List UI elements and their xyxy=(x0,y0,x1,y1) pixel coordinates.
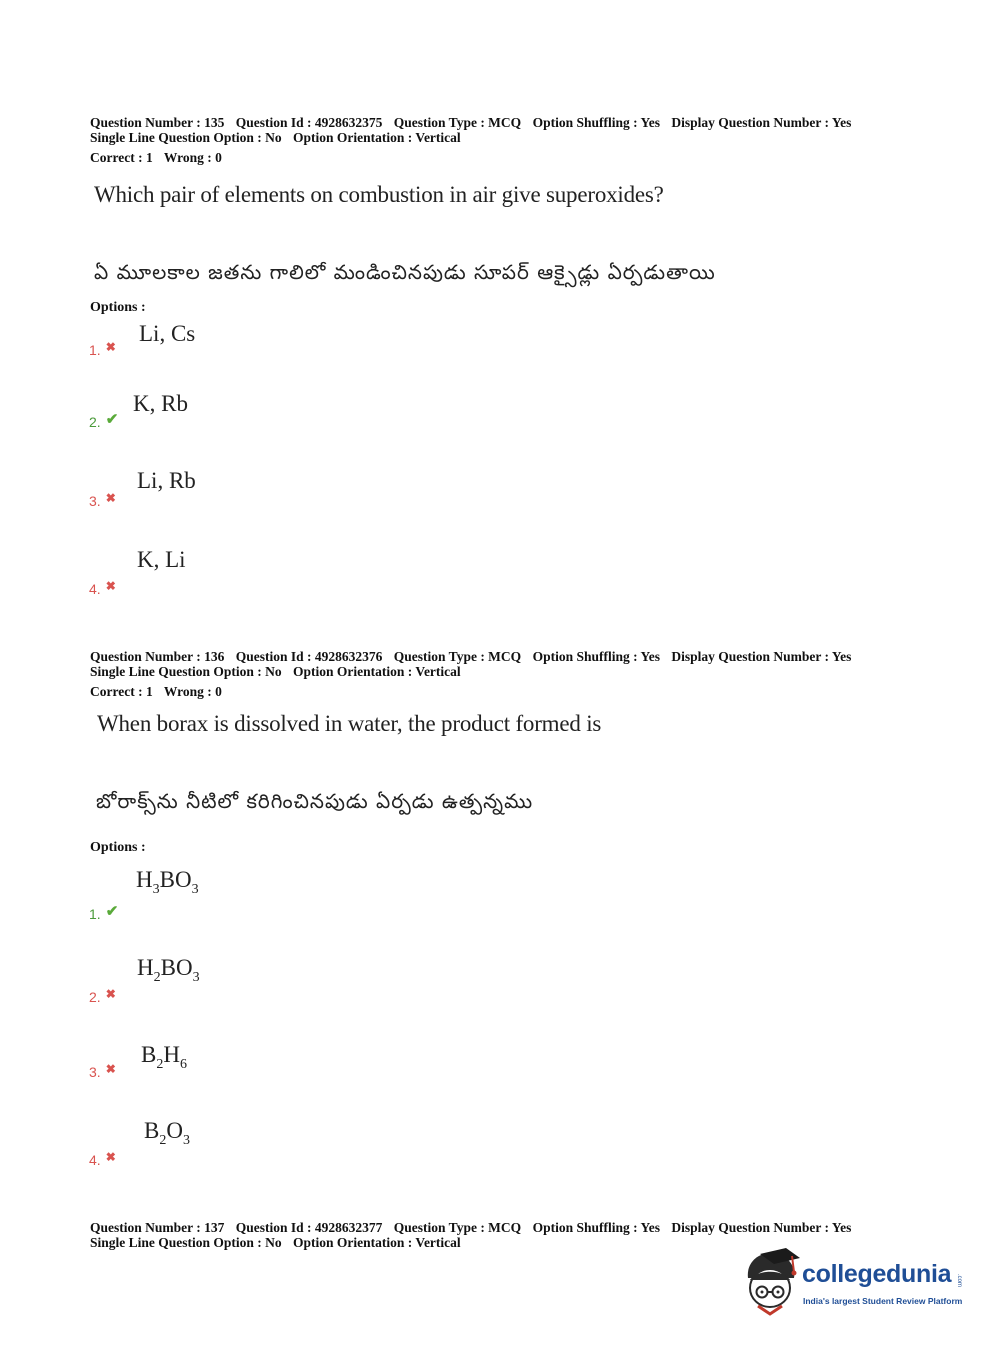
option-number: 2. xyxy=(89,414,101,430)
option-formula: $B_2H_6$ xyxy=(141,1042,187,1072)
meta-question-id: Question Id : 4928632376 xyxy=(235,649,383,664)
question-text-en: Which pair of elements on combustion in air give superoxides? xyxy=(94,182,664,207)
option-2 xyxy=(89,413,118,431)
meta-question-id: Question Id : 4928632375 xyxy=(235,115,383,130)
meta-display-number: Display Question Number : Yes xyxy=(671,1220,852,1235)
meta-display-number: Display Question Number : Yes xyxy=(671,115,852,130)
meta-option-shuffling: Option Shuffling : Yes xyxy=(532,115,660,130)
collegedunia-logo xyxy=(742,1248,972,1318)
cross-icon: ✖ xyxy=(105,579,116,593)
cross-icon: ✖ xyxy=(105,1150,116,1164)
option-text: Li, Cs xyxy=(139,321,196,346)
question-text-te: ఏ మూలకాల జతను గాలిలో మండించినపుడు సూపర్ ఆక్సైడ్లు ఏర్పడుతాయి xyxy=(94,260,716,284)
check-icon: ✔ xyxy=(105,411,119,428)
option-text: K, Rb xyxy=(133,391,188,416)
question-text-en: When borax is dissolved in water, the product formed is xyxy=(97,711,602,736)
option-1 xyxy=(89,905,118,923)
marks-correct: Correct : 1 xyxy=(90,150,153,165)
question-text-te: బోరాక్స్‌ను నీటిలో కరిగించినపుడు ఏర్పడు ఉత్పన్నము xyxy=(96,789,534,813)
option-number: 4. xyxy=(89,581,101,597)
option-number: 3. xyxy=(89,1064,101,1080)
cross-icon: ✖ xyxy=(105,1062,116,1076)
meta-question-number: Question Number : 136 xyxy=(90,649,225,664)
option-number: 4. xyxy=(89,1152,101,1168)
option-3 xyxy=(89,493,116,509)
meta-question-number: Question Number : 137 xyxy=(90,1220,225,1235)
check-icon: ✔ xyxy=(105,903,119,920)
option-3 xyxy=(89,1064,116,1080)
option-formula: $H_2BO_3$ xyxy=(137,955,200,985)
question-137-meta xyxy=(90,1220,970,1250)
meta-single-line: Single Line Question Option : No xyxy=(90,130,282,145)
meta-question-id: Question Id : 4928632377 xyxy=(235,1220,383,1235)
brand-name: collegedunia xyxy=(802,1260,952,1288)
question-135-meta xyxy=(90,115,970,165)
option-number: 2. xyxy=(89,989,101,1005)
meta-question-type: Question Type : MCQ xyxy=(393,649,522,664)
marks-wrong: Wrong : 0 xyxy=(163,684,222,699)
marks-correct: Correct : 1 xyxy=(90,684,153,699)
mascot-icon xyxy=(742,1248,802,1318)
options-label: Options : xyxy=(90,300,146,315)
option-4 xyxy=(89,581,116,597)
brand-tagline: India's largest Student Review Platform xyxy=(803,1296,963,1306)
cross-icon: ✖ xyxy=(105,340,116,354)
meta-question-type: Question Type : MCQ xyxy=(393,1220,522,1235)
meta-option-shuffling: Option Shuffling : Yes xyxy=(532,1220,660,1235)
options-label: Options : xyxy=(90,840,146,855)
brand-dotcom: .com xyxy=(956,1274,962,1288)
meta-orientation: Option Orientation : Vertical xyxy=(293,130,461,145)
meta-option-shuffling: Option Shuffling : Yes xyxy=(532,649,660,664)
option-formula: $B_2O_3$ xyxy=(144,1118,190,1148)
cross-icon: ✖ xyxy=(105,491,116,505)
option-formula: $H_3BO_3$ xyxy=(136,867,199,897)
question-136-meta xyxy=(90,649,970,699)
option-1 xyxy=(89,342,116,358)
meta-orientation: Option Orientation : Vertical xyxy=(293,1235,461,1250)
marks-wrong: Wrong : 0 xyxy=(163,150,222,165)
meta-single-line: Single Line Question Option : No xyxy=(90,1235,282,1250)
option-2 xyxy=(89,989,116,1005)
option-number: 1. xyxy=(89,906,101,922)
meta-display-number: Display Question Number : Yes xyxy=(671,649,852,664)
meta-single-line: Single Line Question Option : No xyxy=(90,664,282,679)
option-text: Li, Rb xyxy=(137,468,196,493)
meta-orientation: Option Orientation : Vertical xyxy=(293,664,461,679)
option-number: 3. xyxy=(89,493,101,509)
cross-icon: ✖ xyxy=(105,987,116,1001)
option-4 xyxy=(89,1152,116,1168)
option-text: K, Li xyxy=(137,547,186,572)
meta-question-number: Question Number : 135 xyxy=(90,115,225,130)
option-number: 1. xyxy=(89,342,101,358)
meta-question-type: Question Type : MCQ xyxy=(393,115,522,130)
